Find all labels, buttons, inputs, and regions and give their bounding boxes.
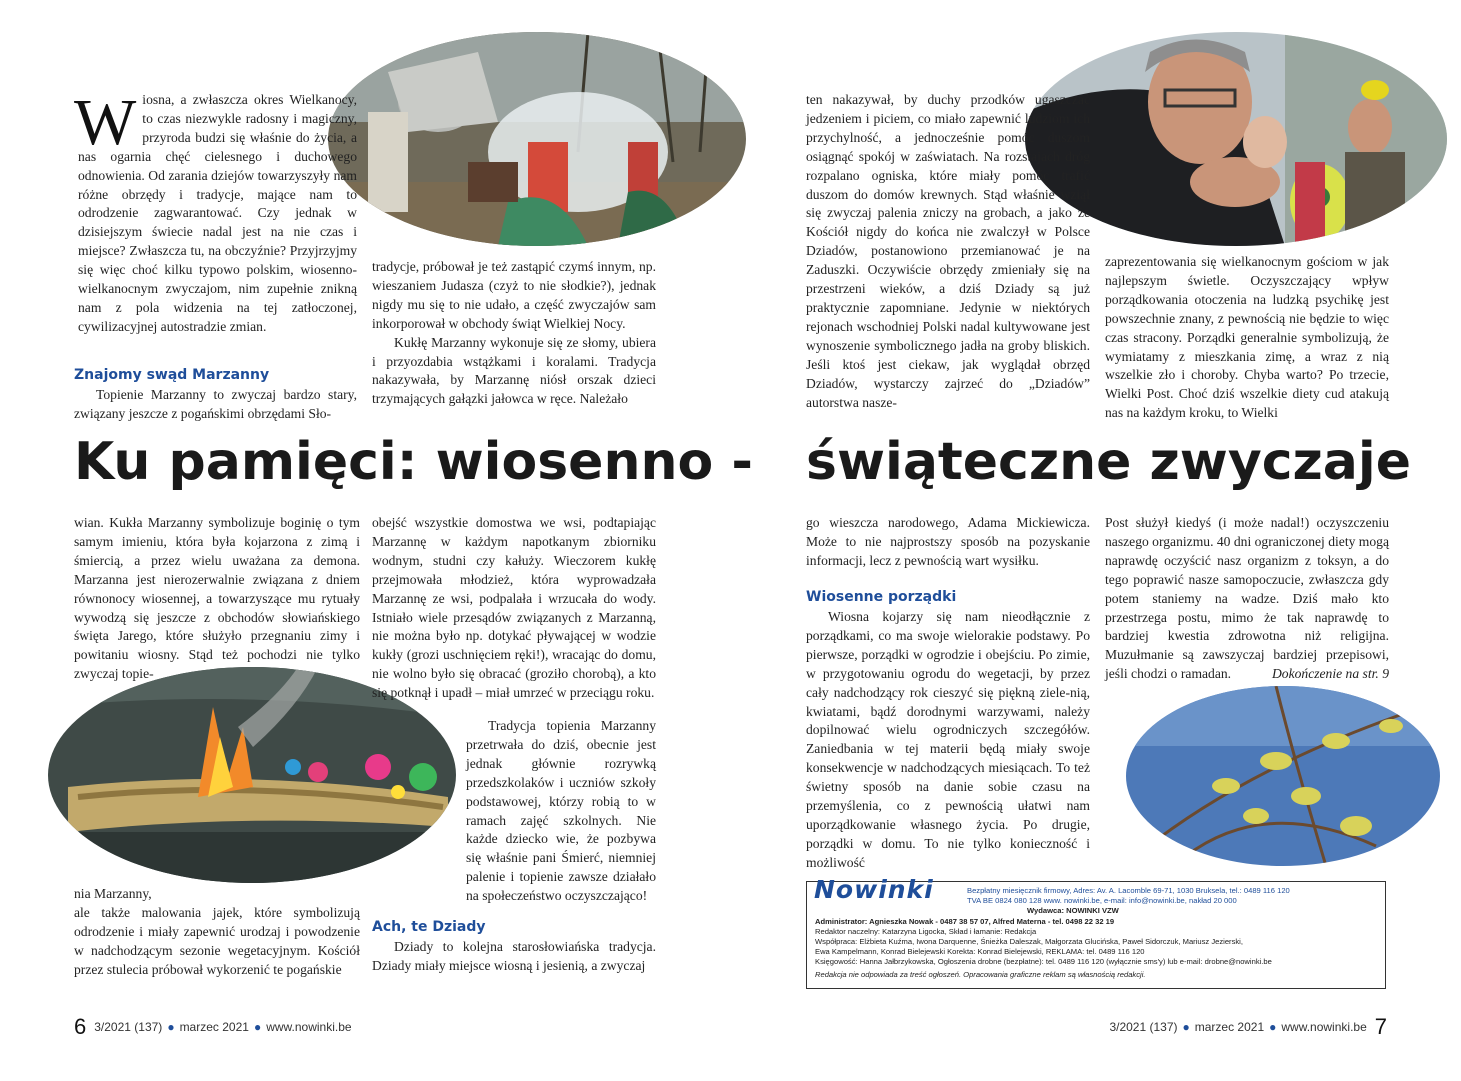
page-number-right: 7 [1374,1014,1387,1039]
col2-bottom-text-a: obejść wszystkie domostwa we wsi, podtapiając Marzannę w każdym napotkanym zbiorniku wodnym, studni czy kałuży. Wieczorem kukłę przejmowała młodzież, która wyprowadzała Marzannę ze wsi, podpalała i wrzucała do wody. Istniało wiele przesądów związanych z Marzanną, nie można było np. dotykać pływającej w wodzie kukły (grozi uschnięciem ręki!), wracając do domu, nie wolno było się obracać (groziło chorobą), a kto się potknął i upadł – miał umrzeć w przeciągu roku. [372,515,656,701]
footer-site-right[interactable]: www.nowinki.be [1281,1020,1367,1034]
drop-cap: W [74,86,137,159]
subheading-porzadki: Wiosenne porządki [806,589,957,605]
marzanna-intro-text: Topienie Marzanny to zwyczaj bardzo stary, związany jeszcze z pogańskimi obrzędami Sło- [74,387,357,421]
post-paragraph: Post służył kiedyś (i może nadal!) oczyszczeniu naszego organizmu. 40 dni ograniczonej diety mogą naprawdę oczyścić nasz organizm z toksyn, a do tego poprawić nasze samopoczucie, zwłaszcza gdy potem staniemy na wadze. Dziś mało kto przestrzega postu, mimo że tak naprawdę to bardziej kwestia zdrowotna niż religijna. Muzułmanie są zawszyczaj bardziej przepisowi, jeśli chodzi o ramadan. [1105,515,1390,682]
imprint-credits [815,917,1380,980]
page-number-left: 6 [74,1014,87,1039]
imprint-line2: TVA BE 0824 080 128 www. nowinki.be, e-mail: info@nowinki.be, nakład 20 000 [967,896,1237,905]
imprint-collab2: Ewa Kampelmann, Konrad Bielejewski Korekta: Konrad Bielejewski, REKLAMA: tel. 0489 116 120 [815,947,1145,956]
col2-top-para-b: Kukłę Marzanny wykonuje się ze słomy, ubiera i przyozdabia wstążkami i koralami. Tradycja nakazywała, by Marzannę niósł orszak dzieci trzymających gałązki jałowca w ręce. Należało [372,334,656,407]
photo-dyngus-water-splash [328,32,746,246]
nowinki-logo: Nowinki [814,875,934,904]
intro-column [74,86,357,337]
subheading-marzanna: Znajomy swąd Marzanny [74,367,270,383]
bullet-icon: ● [1269,1020,1277,1034]
photo-pussy-willow [1126,686,1440,866]
footer-right [1109,1014,1395,1040]
right-col1-bottom-text-a: go wieszcza narodowego, Adama Mickiewicza. Może to nie najprostszy sposób na pozyskanie informacji, lecz z pewnością wart wysiłku. [806,515,1090,568]
footer-date-left: marzec 2021 [179,1020,249,1034]
right-col2-bottom-text [1105,514,1389,684]
col2-top-para-a: tradycje, próbował je też zastąpić czymś innym, np. wieszaniem Judasza (czyż to nie słodkie?), jednak nigdy mu się to nie udało, a część zwyczajów sam inkorporował w obchody świąt Wielkiej Nocy. [372,259,656,331]
continued-note: Dokończenie na str. 9 [1271,666,1389,682]
imprint-publisher: Wydawca: NOWINKI VZW [1027,906,1119,915]
porzadki-text: Wiosna kojarzy się nam nieodłącznie z porządkami, co ma swoje wielorakie podstawy. Po pierwsze, porządki w ogrodzie i obejściu. Po zimie, w przygotowaniu ogrodu do wegetacji, by przez cały nadchodzący rok cieszyć się piękną ziele-nią, kwiatami, bądź dorodnymi warzywami, należy dopilnować wielu ogrodniczych szczegółów. Zaniedbania w tej materii będą miały swoje konsekwencje w nadchodzących miesiącach. To też świetny sposób na danie sobie czasu na przemyślenia, co z pewnością ułatwi nam uporządkowanie własnego życia. Po drugie, porządki w domu. To nie tylko konieczność i możliwość [806,609,1090,870]
imprint-box [806,875,1386,989]
col2-bottom-text-b: Tradycja topienia Marzanny przetrwała do dziś, obecnie jest jednak głównie rozrywką przedszkolaków i uczniów szkoły podstawowej, którzy robią to w ramach zajęć szkolnych. Nie każde dziecko wie, że pozbywa się właśnie pani Śmierć, niemniej palenie i topienie zawsze działało na społeczeństwo oczyszczająco! [466,718,656,904]
footer-issue-right: 3/2021 (137) [1109,1020,1178,1034]
col2-top-text [372,258,656,409]
imprint-collab: Współpraca: Elżbieta Kuźma, Iwona Darquenne, Śnieżka Daleszak, Małgorzata Glucińska, Paweł Sidorczuk, Mariusz Jezierski, [815,937,1243,946]
imprint-header [967,886,1377,916]
right-col2-top-text: zaprezentowania się wielkanocnym gościom w jak najlepszym świetle. Oczyszczający wpływ porządkowania otoczenia na ludzką psychikę jest powszechnie znany, z pewnością nie będzie to więc czas stracony. Porządki generalnie symbolizują, że wymiatamy z mieszkania zimę, a wraz z nią wszelkie zło i choroby. Chyba warto? Po trzecie, Wielki Post. Choć dziś wszelkie diety cud atakują nas na każdym kroku, to Wielki [1105,254,1389,421]
subheading-dziady: Ach, te Dziady [372,919,486,935]
imprint-accounting: Księgowość: Hanna Jałbrzykowska, Ogłoszenia drobne (bezpłatne): tel. 0489 116 120 (wyłącznie sms'y) lub e-mail: drobne@nowinki.be [815,957,1272,966]
imprint-admin: Administrator: Agnieszka Nowak - 0487 38 57 07, Alfred Materna - tel. 0498 22 32 19 [815,917,1115,926]
bullet-icon: ● [167,1020,175,1034]
col1-bottom-b1: nia Marzanny, [74,886,152,901]
headline-left: Ku pamięci: wiosenno - [74,432,753,492]
headline-right: świąteczne zwyczaje [806,432,1411,492]
imprint-line1: Bezpłatny miesięcznik firmowy, Adres: Av. A. Lacomble 69-71, 1030 Bruksela, tel.: 0489 116 120 [967,886,1290,895]
right-col1-top-text: ten nakazywał, by duchy przodków ugaszczać jedzeniem i piciem, co miało zapewnić ludziom ich przychylność, a jednocześnie pomóc duszom osiągnąć spokój w zaświatach. Na rozstajach dróg rozpalano ogniska, które miały pomóc trafić duszom do domów krewnych. Stąd właśnie wziął się zwyczaj palenia zniczy na grobach, a jako że Kościół nigdy do końca nie zwalczył w Polsce Dziadów, postanowiono przemianować je na Zaduszki. Oczywiście obrzędy zmieniały się na przestrzeni wieków, a dziś Dziady są już praktycznie zapomniane. Jedynie w niektórych rejonach wschodniej Polski nadal kultywowane jest wynoszenie symbolicznego jadła na groby bliskich. Jeśli ktoś jest ciekaw, jak wyglądał obrzęd Dziadów, wystarczy zajrzeć do „Dziadów” autorstwa nasze- [806,92,1090,410]
intro-paragraph: iosna, a zwłaszcza okres Wielkanocy, to czas niezwykle radosny i magiczny, przyroda budzi się właśnie do życia, a nas ogarnia chęć cielesnego i duchowego odnowienia. Od zarania dziejów towarzyszyły nam różne obrzędy i tradycje, mające nam to odrodzenie zagwarantować. Czy jednak w dzisiejszym świecie nadal jest na nie czas i miejsce? Zwłaszcza tu, na obczyźnie? Przyjrzyjmy się więc choć kilku typowo polskim, wiosenno-wielkanocnym zwyczajom, nim zupełnie znikną nam z pola widzenia na tej zatłoczonej, cywilizacyjnej autostradzie zmian. [78,92,357,334]
imprint-disclaimer: Redakcja nie odpowiada za treść ogłoszeń. Opracowania graficzne reklam są własnością redakcji. [815,970,1146,979]
footer-date-right: marzec 2021 [1194,1020,1265,1034]
dziady-text: Dziady to kolejna starosłowiańska tradycja. Dziady miały miejsce wiosną i jesienią, a zwyczaj [372,939,656,973]
col1-bottom-b2: ale także malowania jajek, które symbolizują odrodzenie i miały zapewnić urodzaj i powodzenie w nadchodzącym sezonie wegetacyjnym. Kościół przez stulecia próbował wykorzenić te pogańskie [74,904,360,977]
footer-left [66,1014,352,1040]
imprint-editor: Redaktor naczelny: Katarzyna Ligocka, Skład i łamanie: Redakcja [815,927,1037,936]
footer-issue-left: 3/2021 (137) [94,1020,163,1034]
bullet-icon: ● [253,1020,262,1034]
footer-site-left[interactable]: www.nowinki.be [266,1020,352,1034]
bullet-icon: ● [1182,1020,1190,1034]
col1-bottom-text-a: wian. Kukła Marzanny symbolizuje boginię o tym samym imieniu, która była kojarzona z zimą i śmiercią, a przez wielu uważana za demona. Marzanna jest nierozerwalnie związana z dniem równonocy wiosennej, a towarzyszące mu rytuały wywodzą się jeszcze z obchodów słowiańskiego święta Jarego, które służyło przegnaniu zimy i powitaniu wiosny. Stąd też pochodzi nie tylko zwyczaj topie- [74,515,360,682]
col1-bottom-text-b [74,885,360,980]
